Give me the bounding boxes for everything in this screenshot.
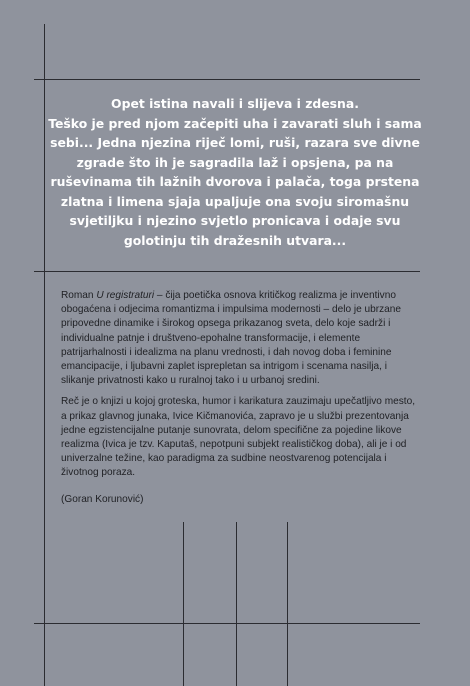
horizontal-line-middle <box>34 271 420 272</box>
quote-line: ruševinama tih lažnih dvorova i palača, toga prstena <box>50 174 420 189</box>
author-credit: (Goran Korunović) <box>61 493 144 505</box>
paragraph-1-start: Roman <box>61 290 97 301</box>
paragraph-1 <box>61 289 417 388</box>
quote-line: zlatna i limena sjaja upaljuje ona svoju siromašnu <box>60 193 410 209</box>
vertical-line-bottom-3 <box>287 522 288 686</box>
quote-block <box>40 94 430 250</box>
horizontal-line-bottom <box>34 623 420 624</box>
quote-line: zgrade što ih je sagradila laž i opsjena, pa na <box>76 154 394 170</box>
quote-line: golotinju tih dražesnih utvara... <box>123 232 347 248</box>
book-title: U registraturi <box>96 290 155 301</box>
vertical-line-bottom-1 <box>183 522 184 686</box>
horizontal-line-top <box>34 79 420 80</box>
paragraph-2: Reč je o knjizi u kojoj groteska, humor i karikatura zauzimaju upečatljivo mesto, a prikaz glavnog junaka, Ivice Kičmanovića, zapravo je u službi prezentovanja jedne egzistencijalne putanje sunovrata, delom specifične za pojedine likove realizma (Ivica je tzv. Kaputaš, nepotpuni subjekt realističkog doba), ali je i od univerzalne težine, kao paradigma za sudbine neostvarenog potencijala i životnog poraza. <box>61 396 415 479</box>
quote-line: Teško je pred njom začepiti uha i zavarati sluh i sama <box>48 115 422 131</box>
quote-line: sebi... Jedna njezina riječ lomi, ruši, razara sve divne <box>50 135 420 150</box>
vertical-line-bottom-2 <box>236 522 237 686</box>
paragraph-1-rest: – čija poetička osnova kritičkog realizma je inventivno obogaćena i odjecima romantizma i impulsima modernosti – delo je ubrzane pripovedne dinamike i širokog opsega prikazanog sveta, delo koje sadrži i individualne patnje i društveno-epohalne transformacije, i elemente patrijarhalnosti i idealizma na planu vrednosti, i dah novog doba i feminine emancipacije, i ljubavni zaplet isprepletan sa intrigom i scenama nasilja, i slikanje privatnosti kako u ruralnoj tako i u urbanoj sredini. <box>61 290 401 387</box>
quote-line: svjetiljku i njezino svjetlo pronicava i odaje svu <box>69 213 401 228</box>
quote-line: Opet istina navali i slijeva i zdesna. <box>111 96 359 111</box>
description-text <box>61 289 417 514</box>
